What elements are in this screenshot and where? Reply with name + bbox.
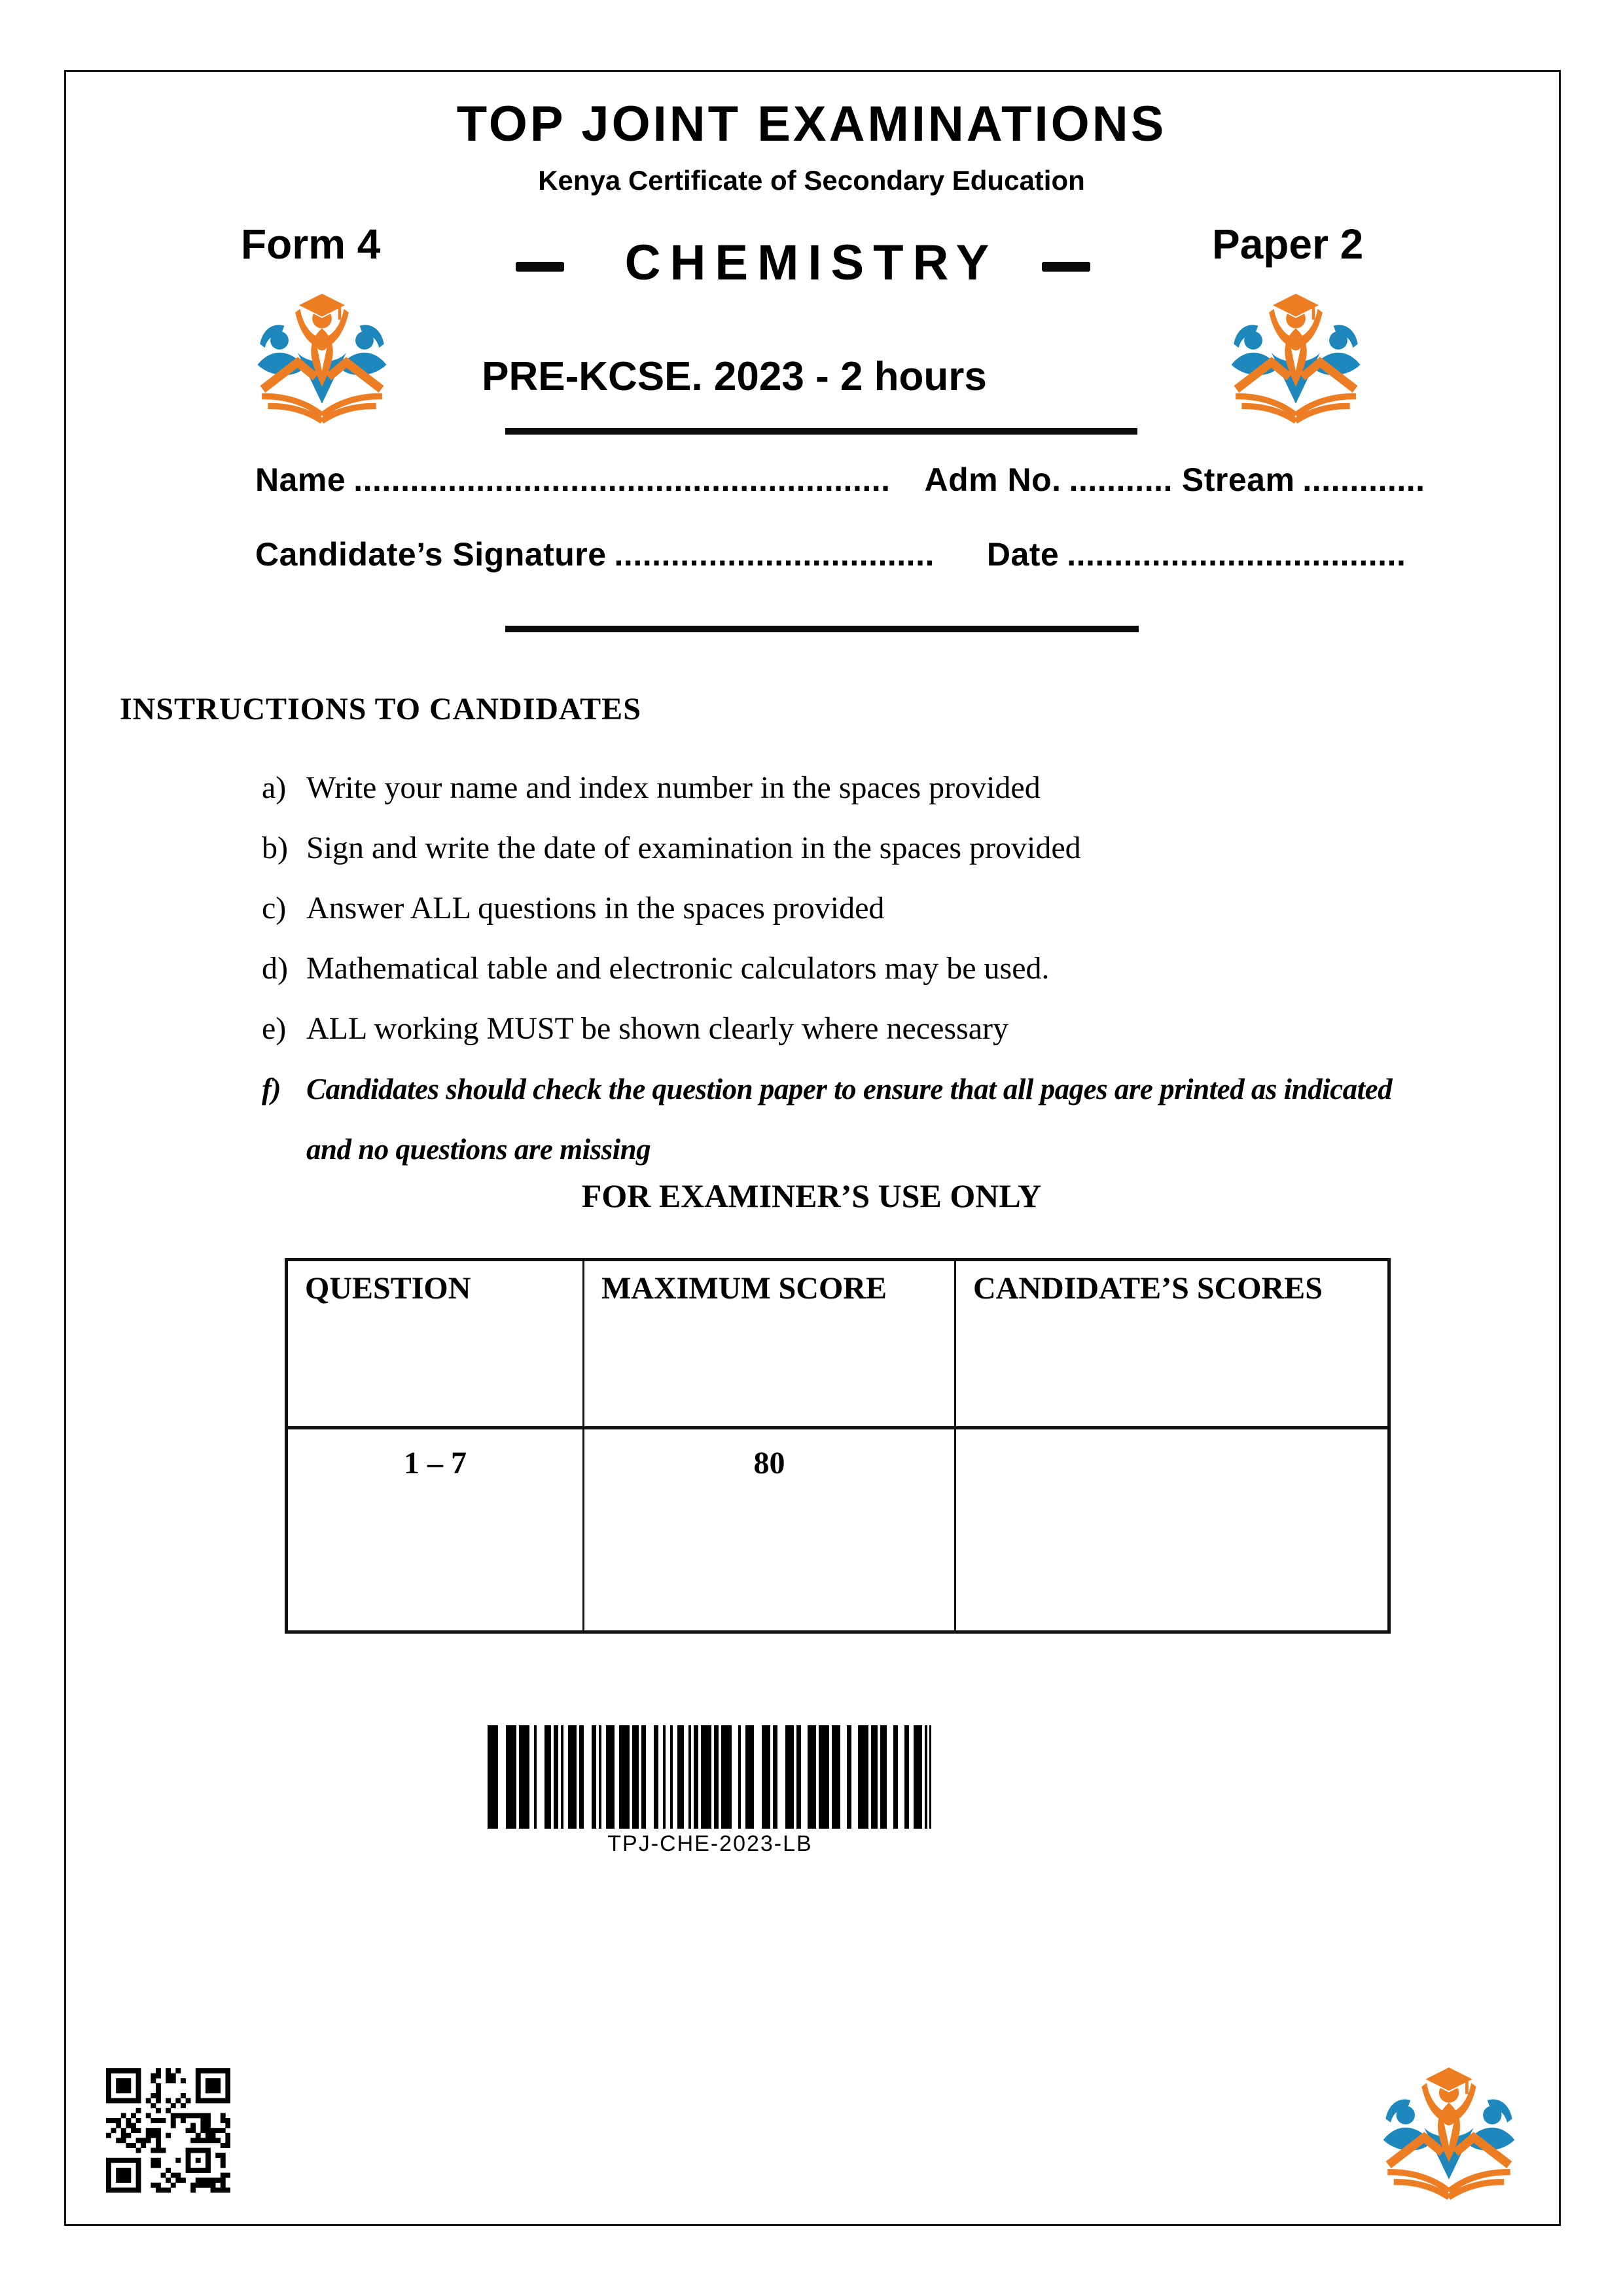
- col-candidate-scores: CANDIDATE’S SCORES: [955, 1260, 1389, 1428]
- form-level: Form 4: [241, 221, 381, 268]
- score-table-data-row: [287, 1428, 1389, 1632]
- signature-field[interactable]: ..................................: [614, 536, 935, 573]
- header-divider-bottom: [505, 626, 1139, 632]
- barcode: [488, 1725, 933, 1829]
- school-logo-footer: [1368, 2064, 1530, 2203]
- col-max-score: MAXIMUM SCORE: [584, 1260, 955, 1428]
- exam-session-line: PRE-KCSE. 2023 - 2 hours: [482, 354, 987, 399]
- signature-label: Candidate’s Signature: [255, 536, 607, 573]
- cell-question-range: 1 – 7: [287, 1428, 584, 1632]
- instruction-item-c: c) Answer ALL questions in the spaces provided: [262, 891, 885, 925]
- barcode-label: TPJ-CHE-2023-LB: [607, 1831, 813, 1856]
- instructions-list: [0, 758, 1623, 1179]
- subject-title: CHEMISTRY: [624, 235, 999, 291]
- certificate-subtitle: Kenya Certificate of Secondary Education: [538, 165, 1085, 196]
- candidate-details-row: [255, 461, 1425, 499]
- name-label: Name: [255, 461, 346, 498]
- instructions-heading: INSTRUCTIONS TO CANDIDATES: [120, 692, 641, 726]
- instruction-item-f: f) Candidates should check the question paper to ensure that all pages are printed as indicated and no questions are missing: [262, 1073, 1393, 1166]
- instruction-item-d: d) Mathematical table and electronic calculators may be used.: [262, 951, 1050, 986]
- instruction-item-a: a) Write your name and index number in the spaces provided: [262, 770, 1041, 805]
- adm-no-field[interactable]: ...........: [1069, 461, 1173, 498]
- stream-field[interactable]: .............: [1302, 461, 1425, 498]
- stream-label: Stream: [1181, 461, 1295, 498]
- date-field[interactable]: ....................................: [1067, 536, 1406, 573]
- adm-no-label: Adm No.: [924, 461, 1061, 498]
- exam-body-title: TOP JOINT EXAMINATIONS: [456, 96, 1167, 152]
- examiner-score-table: [285, 1258, 1391, 1634]
- school-logo-right: [1216, 291, 1376, 427]
- dash-separator-right: [1042, 262, 1090, 272]
- instruction-item-e: e) ALL working MUST be shown clearly where necessary: [262, 1011, 1009, 1046]
- header-divider-top: [505, 428, 1137, 435]
- date-label: Date: [986, 536, 1060, 573]
- examiner-use-heading: FOR EXAMINER’S USE ONLY: [581, 1177, 1042, 1214]
- col-question: QUESTION: [287, 1260, 584, 1428]
- cell-max-score: 80: [584, 1428, 955, 1632]
- score-table-header-row: [287, 1260, 1389, 1428]
- paper-number: Paper 2: [1212, 221, 1364, 268]
- qr-code: [106, 2068, 230, 2193]
- dash-separator-left: [516, 262, 564, 272]
- school-logo-left: [242, 291, 402, 427]
- cell-candidate-score[interactable]: [955, 1428, 1389, 1632]
- signature-date-row: [255, 535, 1406, 573]
- name-field[interactable]: .........................................................: [353, 461, 891, 498]
- instruction-item-b: b) Sign and write the date of examination in the spaces provided: [262, 831, 1081, 865]
